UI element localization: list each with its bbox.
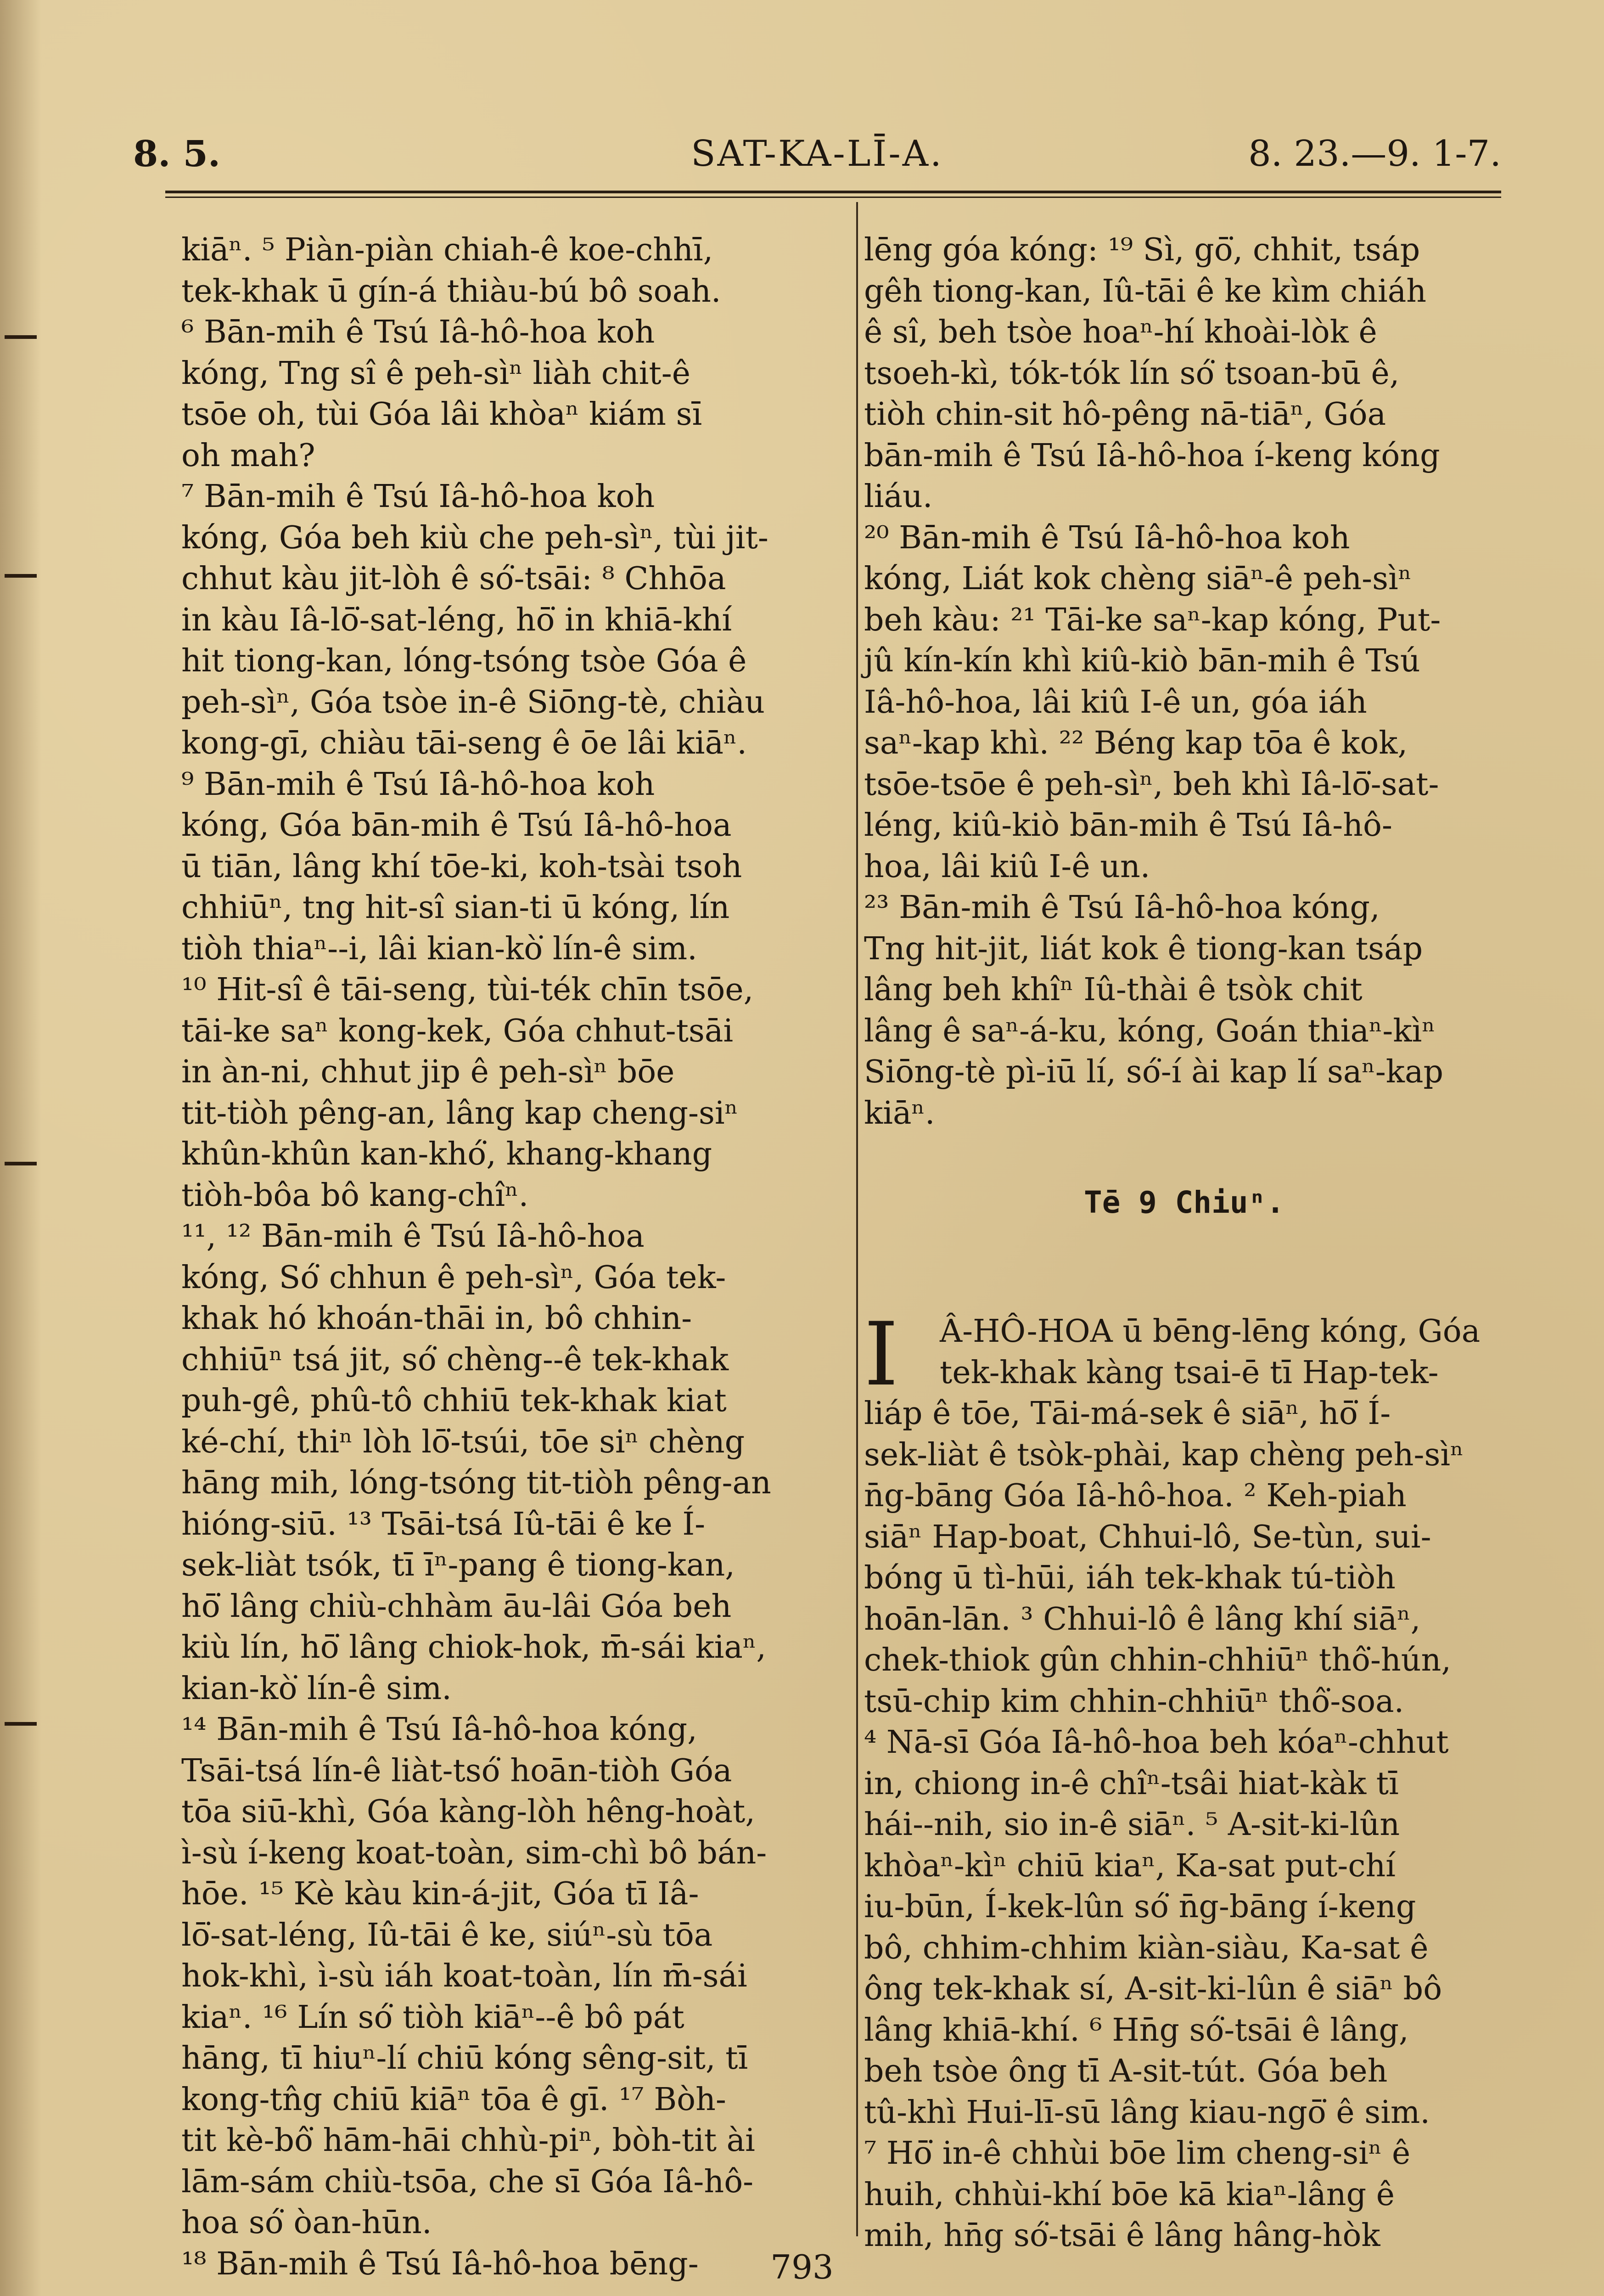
- text-line: kian-kò͘ lín-ê sim.: [181, 1670, 452, 1707]
- text-line: bô, chhim-chhim kiàn-siàu, Ka-sat ê: [864, 1930, 1429, 1966]
- header-title: SAT-KA-LĪ-A.: [691, 133, 943, 174]
- text-line: tōa siū-khì, Góa kàng-lòh hêng-hoàt,: [181, 1794, 755, 1830]
- binding-stitch: [5, 1722, 37, 1726]
- text-line: hōe. ¹⁵ Kè kàu kin-á-jit, Góa tī Iâ-: [181, 1876, 699, 1912]
- text-line: beh kàu: ²¹ Tāi-ke saⁿ-kap kóng, Put-: [864, 602, 1441, 638]
- text-line: huih, chhùi-khí bōe kā kiaⁿ-lâng ê: [864, 2176, 1395, 2213]
- text-line: ¹⁸ Bān-mih ê Tsú Iâ-hô-hoa bēng-: [181, 2245, 699, 2282]
- text-line: khak hó khoán-thāi in, bô chhin-: [181, 1300, 692, 1337]
- text-line: tsoeh-kì, tók-tók lín só͘ tsoan-bū ê,: [864, 355, 1400, 392]
- text-line: jû kín-kín khì kiû-kiò bān-mih ê Tsú: [864, 643, 1420, 679]
- text-line: ¹⁴ Bān-mih ê Tsú Iâ-hô-hoa kóng,: [181, 1711, 697, 1748]
- text-line: kiāⁿ. ⁵ Piàn-piàn chiah-ê koe-chhī,: [181, 232, 713, 268]
- text-line: siāⁿ Hap-boat, Chhui-lô, Se-tùn, sui-: [864, 1519, 1431, 1555]
- text-line: kong-gī, chiàu tāi-seng ê ōe lâi kiāⁿ.: [181, 725, 747, 761]
- text-line: oh mah?: [181, 437, 315, 474]
- text-line: kóng, Góa beh kiù che peh-sìⁿ, tùi jit-: [181, 519, 768, 556]
- text-line: ⁹ Bān-mih ê Tsú Iâ-hô-hoa koh: [181, 766, 655, 803]
- text-line: chhiūⁿ, tng hit-sî sian-ti ū kóng, lín: [181, 889, 730, 926]
- text-line: tāi-ke saⁿ kong-kek, Góa chhut-tsāi: [181, 1013, 734, 1049]
- text-line: chhiūⁿ tsá jit, só͘ chèng--ê tek-khak: [181, 1341, 729, 1378]
- text-line: kóng, Góa bān-mih ê Tsú Iâ-hô-hoa: [181, 807, 732, 844]
- text-line: tiòh thiaⁿ--i, lâi kian-kò͘ lín-ê sim.: [181, 930, 697, 967]
- text-line: Siōng-tè pì-iū lí, só͘-í ài kap lí saⁿ-kap: [864, 1054, 1444, 1090]
- text-line: tsōe oh, tùi Góa lâi khòaⁿ kiám sī: [181, 396, 702, 433]
- text-line: hāng, tī hiuⁿ-lí chiū kóng sêng-sit, tī: [181, 2040, 748, 2077]
- chapter-heading: Tē 9 Chiuⁿ.: [1083, 1185, 1285, 1220]
- text-line: mih, hn̄g só͘-tsāi ê lâng hâng-hòk: [864, 2217, 1380, 2254]
- text-line: ì-sù í-keng koat-toàn, sim-chì bô bán-: [181, 1835, 767, 1871]
- text-line: ¹¹, ¹² Bān-mih ê Tsú Iâ-hô-hoa: [181, 1218, 645, 1255]
- text-line: lēng góa kóng: ¹⁹ Sì, gō͘, chhit, tsáp: [864, 232, 1420, 268]
- text-line: hoa, lâi kiû I-ê un.: [864, 848, 1150, 885]
- text-line: hái--nih, sio in-ê siāⁿ. ⁵ A-sit-ki-lûn: [864, 1806, 1400, 1843]
- text-line: lām-sám chiù-tsōa, che sī Góa Iâ-hô-: [181, 2163, 754, 2200]
- text-line: hióng-siū. ¹³ Tsāi-tsá Iû-tāi ê ke Í-: [181, 1506, 706, 1542]
- text-line: tû-khì Hui-lī-sū lâng kiau-ngō͘ ê sim.: [864, 2094, 1430, 2131]
- text-line: liáu.: [864, 478, 933, 515]
- text-line: tiòh chin-sit hô-pêng nā-tiāⁿ, Góa: [864, 396, 1386, 433]
- text-line: gêh tiong-kan, Iû-tāi ê ke kìm chiáh: [864, 273, 1427, 310]
- text-line: tsū-chip kim chhin-chhiūⁿ thô͘-soa.: [864, 1683, 1404, 1720]
- text-line: léng, kiû-kiò bān-mih ê Tsú Iâ-hô-: [864, 807, 1392, 844]
- text-line: hoa só͘ òan-hūn.: [181, 2205, 432, 2241]
- running-header: [133, 133, 1501, 184]
- text-line: saⁿ-kap khì. ²² Béng kap tōa ê kok,: [864, 725, 1408, 761]
- text-line: ²³ Bān-mih ê Tsú Iâ-hô-hoa kóng,: [864, 889, 1380, 926]
- text-line: tit kè-bô͘ hām-hāi chhù-piⁿ, bòh-tit ài: [181, 2122, 755, 2159]
- text-line: hoān-lān. ³ Chhui-lô ê lâng khí siāⁿ,: [864, 1601, 1421, 1638]
- text-line: bóng ū tì-hūi, iáh tek-khak tú-tiòh: [864, 1560, 1396, 1596]
- text-line: ⁶ Bān-mih ê Tsú Iâ-hô-hoa koh: [181, 314, 655, 350]
- text-line: puh-gê, phû-tô chhiū tek-khak kiat: [181, 1383, 727, 1419]
- header-rule: [165, 191, 1501, 193]
- text-line: chek-thiok gûn chhin-chhiūⁿ thô͘-hún,: [864, 1642, 1451, 1678]
- text-line: tsōe-tsōe ê peh-sìⁿ, beh khì Iâ-lō͘-sat-: [864, 766, 1439, 803]
- header-right-reference: 8. 23.—9. 1-7.: [1248, 133, 1501, 174]
- text-line: bān-mih ê Tsú Iâ-hô-hoa í-keng kóng: [864, 437, 1440, 474]
- text-line: ²⁰ Bān-mih ê Tsú Iâ-hô-hoa koh: [864, 519, 1350, 556]
- right-column-bottom: [864, 1304, 1504, 2257]
- text-line: sek-liàt ê tsòk-phài, kap chèng peh-sìⁿ: [864, 1436, 1464, 1473]
- text-line: ê sî, beh tsòe hoaⁿ-hí khoài-lòk ê: [864, 314, 1377, 350]
- text-line: hāng mih, lóng-tsóng tit-tiòh pêng-an: [181, 1465, 771, 1501]
- text-line: khûn-khûn kan-khó͘, khang-khang: [181, 1136, 712, 1172]
- header-left-reference: 8. 5.: [133, 133, 221, 175]
- text-line: tiòh-bôa bô kang-chîⁿ.: [181, 1177, 529, 1214]
- text-line: ké-chí, thiⁿ lòh lō͘-tsúi, tōe siⁿ chèng: [181, 1424, 745, 1460]
- text-line: Tng hit-jit, liát kok ê tiong-kan tsáp: [864, 930, 1423, 967]
- left-column: [181, 230, 822, 2285]
- drop-cap: I: [864, 1304, 899, 1405]
- text-line: khòaⁿ-kìⁿ chiū kiaⁿ, Ka-sat put-chí: [864, 1847, 1396, 1884]
- text-line: ⁴ Nā-sī Góa Iâ-hô-hoa beh kóaⁿ-chhut: [864, 1724, 1449, 1761]
- text-line: kiaⁿ. ¹⁶ Lín só͘ tiòh kiāⁿ--ê bô pát: [181, 1999, 684, 2036]
- text-line: sek-liàt tsók, tī īⁿ-pang ê tiong-kan,: [181, 1547, 735, 1583]
- text-line: ⁷ Hō͘ in-ê chhùi bōe lim cheng-siⁿ ê: [864, 2135, 1411, 2172]
- text-line: liáp ê tōe, Tāi-má-sek ê siāⁿ, hō͘ Í-: [864, 1396, 1391, 1432]
- text-line: n̄g-bāng Góa Iâ-hô-hoa. ² Keh-piah: [864, 1478, 1407, 1514]
- text-line: kiāⁿ.: [864, 1095, 935, 1131]
- binding-stitch: [5, 1162, 37, 1165]
- text-line: Tsāi-tsá lín-ê liàt-tsó͘ hoān-tiòh Góa: [181, 1752, 732, 1789]
- text-line: ū tiān, lâng khí tōe-ki, koh-tsài tsoh: [181, 848, 742, 885]
- text-line: kiù lín, hō͘ lâng chiok-hok, m̄-sái kiaⁿ,: [181, 1629, 766, 1666]
- text-line: kóng, Liát kok chèng siāⁿ-ê peh-sìⁿ: [864, 561, 1412, 597]
- text-line: tek-khak kàng tsai-ē tī Hap-tek-: [940, 1354, 1439, 1391]
- text-line: lō͘-sat-léng, Iû-tāi ê ke, siúⁿ-sù tōa: [181, 1917, 713, 1953]
- text-line: Iâ-hô-hoa, lâi kiû I-ê un, góa iáh: [864, 684, 1367, 720]
- text-line: Â-HÔ-HOA ū bēng-lēng kóng, Góa: [940, 1313, 1481, 1350]
- text-line: iu-būn, Í-kek-lûn só͘ n̄g-bāng í-keng: [864, 1889, 1416, 1925]
- text-line: in, chiong in-ê chîⁿ-tsâi hiat-kàk tī: [864, 1765, 1399, 1802]
- binding-stitch: [5, 574, 37, 578]
- text-line: ⁷ Bān-mih ê Tsú Iâ-hô-hoa koh: [181, 478, 655, 515]
- text-line: hit tiong-kan, lóng-tsóng tsòe Góa ê: [181, 643, 747, 679]
- text-line: kong-tn̂g chiū kiāⁿ tōa ê gī. ¹⁷ Bòh-: [181, 2081, 726, 2118]
- text-line: lâng beh khîⁿ Iû-thài ê tsòk chit: [864, 972, 1363, 1008]
- text-line: ¹⁰ Hit-sî ê tāi-seng, tùi-ték chīn tsōe,: [181, 972, 754, 1008]
- text-line: tek-khak ū gín-á thiàu-bú bô soah.: [181, 273, 721, 310]
- text-line: peh-sìⁿ, Góa tsòe in-ê Siōng-tè, chiàu: [181, 684, 765, 720]
- text-line: kóng, Só͘ chhun ê peh-sìⁿ, Góa tek-: [181, 1259, 726, 1296]
- text-line: in kàu Iâ-lō͘-sat-léng, hō͘ in khiā-khí: [181, 602, 732, 638]
- text-line: beh tsòe ông tī A-sit-tút. Góa beh: [864, 2053, 1388, 2089]
- header-rule-thin: [165, 197, 1501, 198]
- right-column-top: [864, 230, 1504, 1134]
- text-line: lâng khiā-khí. ⁶ Hn̄g só͘-tsāi ê lâng,: [864, 2012, 1409, 2048]
- page-number: 793: [770, 2248, 834, 2286]
- text-line: chhut kàu jit-lòh ê só͘-tsāi: ⁸ Chhōa: [181, 561, 726, 597]
- binding-stitch: [5, 335, 37, 339]
- text-line: tit-tiòh pêng-an, lâng kap cheng-siⁿ: [181, 1095, 739, 1131]
- text-line: hok-khì, ì-sù iáh koat-toàn, lín m̄-sái: [181, 1958, 747, 1994]
- text-line: kóng, Tng sî ê peh-sìⁿ liàh chit-ê: [181, 355, 690, 392]
- text-line: ông tek-khak sí, A-sit-ki-lûn ê siāⁿ bô: [864, 1971, 1442, 2007]
- text-line: in àn-ni, chhut jip ê peh-sìⁿ bōe: [181, 1054, 675, 1090]
- binding-shadow: [0, 0, 41, 2296]
- text-line: lâng ê saⁿ-á-ku, kóng, Goán thiaⁿ-kìⁿ: [864, 1013, 1436, 1049]
- text-line: hō͘ lâng chiù-chhàm āu-lâi Góa beh: [181, 1588, 732, 1625]
- column-divider: [856, 202, 858, 2236]
